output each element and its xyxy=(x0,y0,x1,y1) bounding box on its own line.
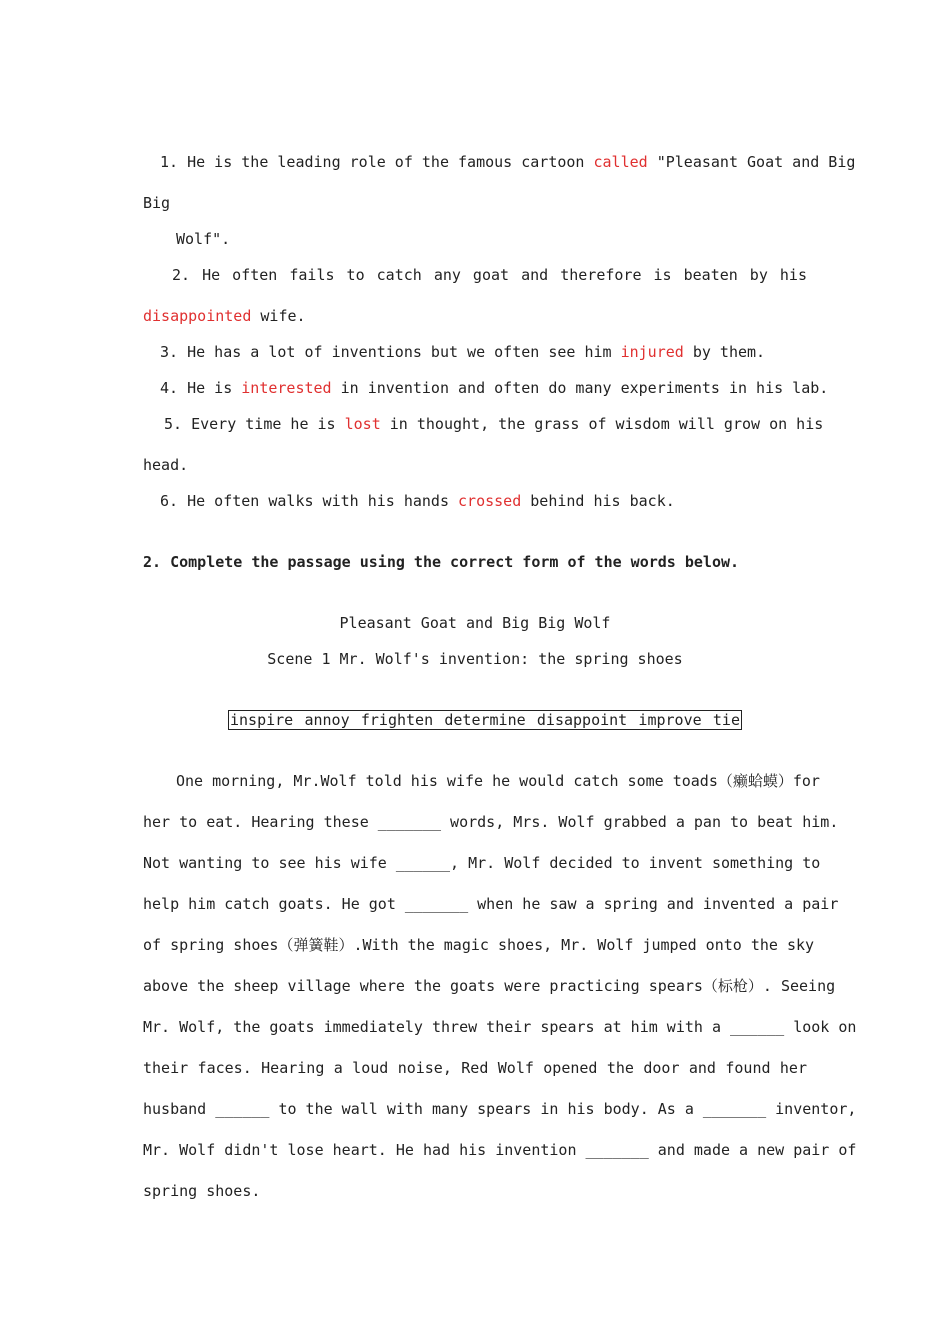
passage-line-10: Mr. Wolf didn't lose heart. He had his invention _______ and made a new pair of xyxy=(143,1141,857,1159)
list-item-5-wrap: head. xyxy=(143,456,189,474)
list-item-4: 4. He is interested in invention and often do many experiments in his lab. xyxy=(160,379,829,397)
list-item-5: 5. Every time he is lost in thought, the grass of wisdom will grow on his xyxy=(164,415,824,433)
list-item-2: 2. He often fails to catch any goat and therefore is beaten by his xyxy=(172,266,807,284)
passage-line-3: Not wanting to see his wife ______, Mr. Wolf decided to invent something to xyxy=(143,854,821,872)
passage-line-6: above the sheep village where the goats were practicing spears（标枪）. Seeing xyxy=(143,977,836,995)
passage-line-1: One morning, Mr.Wolf told his wife he would catch some toads（癞蛤蟆）for xyxy=(176,772,820,790)
passage-line-8: their faces. Hearing a loud noise, Red Wolf opened the door and found her xyxy=(143,1059,807,1077)
list-item-6: 6. He often walks with his hands crossed behind his back. xyxy=(160,492,675,510)
passage-line-7: Mr. Wolf, the goats immediately threw their spears at him with a ______ look on xyxy=(143,1018,857,1036)
scene-title: Scene 1 Mr. Wolf's invention: the spring shoes xyxy=(267,650,683,668)
story-title: Pleasant Goat and Big Big Wolf xyxy=(339,614,611,632)
list-item-1-wrap-2: Wolf". xyxy=(176,230,231,248)
answer-word: crossed xyxy=(458,492,522,510)
answer-word: interested xyxy=(241,379,332,397)
answer-word: disappointed xyxy=(143,307,252,325)
passage-line-9: husband ______ to the wall with many spears in his body. As a _______ inventor, xyxy=(143,1100,857,1118)
list-item-3: 3. He has a lot of inventions but we often see him injured by them. xyxy=(160,343,766,361)
word-box: inspire annoy frighten determine disappoint improve tie xyxy=(230,711,740,729)
answer-word: called xyxy=(593,153,648,171)
answer-word: lost xyxy=(344,415,381,433)
list-item-2-wrap: disappointed wife. xyxy=(143,307,306,325)
answer-word: injured xyxy=(620,343,684,361)
passage-line-11: spring shoes. xyxy=(143,1182,261,1200)
list-item-1: 1. He is the leading role of the famous cartoon called "Pleasant Goat and Big xyxy=(160,153,856,171)
passage-line-4: help him catch goats. He got _______ when he saw a spring and invented a pair xyxy=(143,895,839,913)
section-heading: 2. Complete the passage using the correct form of the words below. xyxy=(143,553,740,571)
list-item-1-wrap: Big xyxy=(143,194,171,212)
passage-line-5: of spring shoes（弹簧鞋）.With the magic shoes, Mr. Wolf jumped onto the sky xyxy=(143,936,815,954)
passage-line-2: her to eat. Hearing these _______ words, Mrs. Wolf grabbed a pan to beat him. xyxy=(143,813,839,831)
